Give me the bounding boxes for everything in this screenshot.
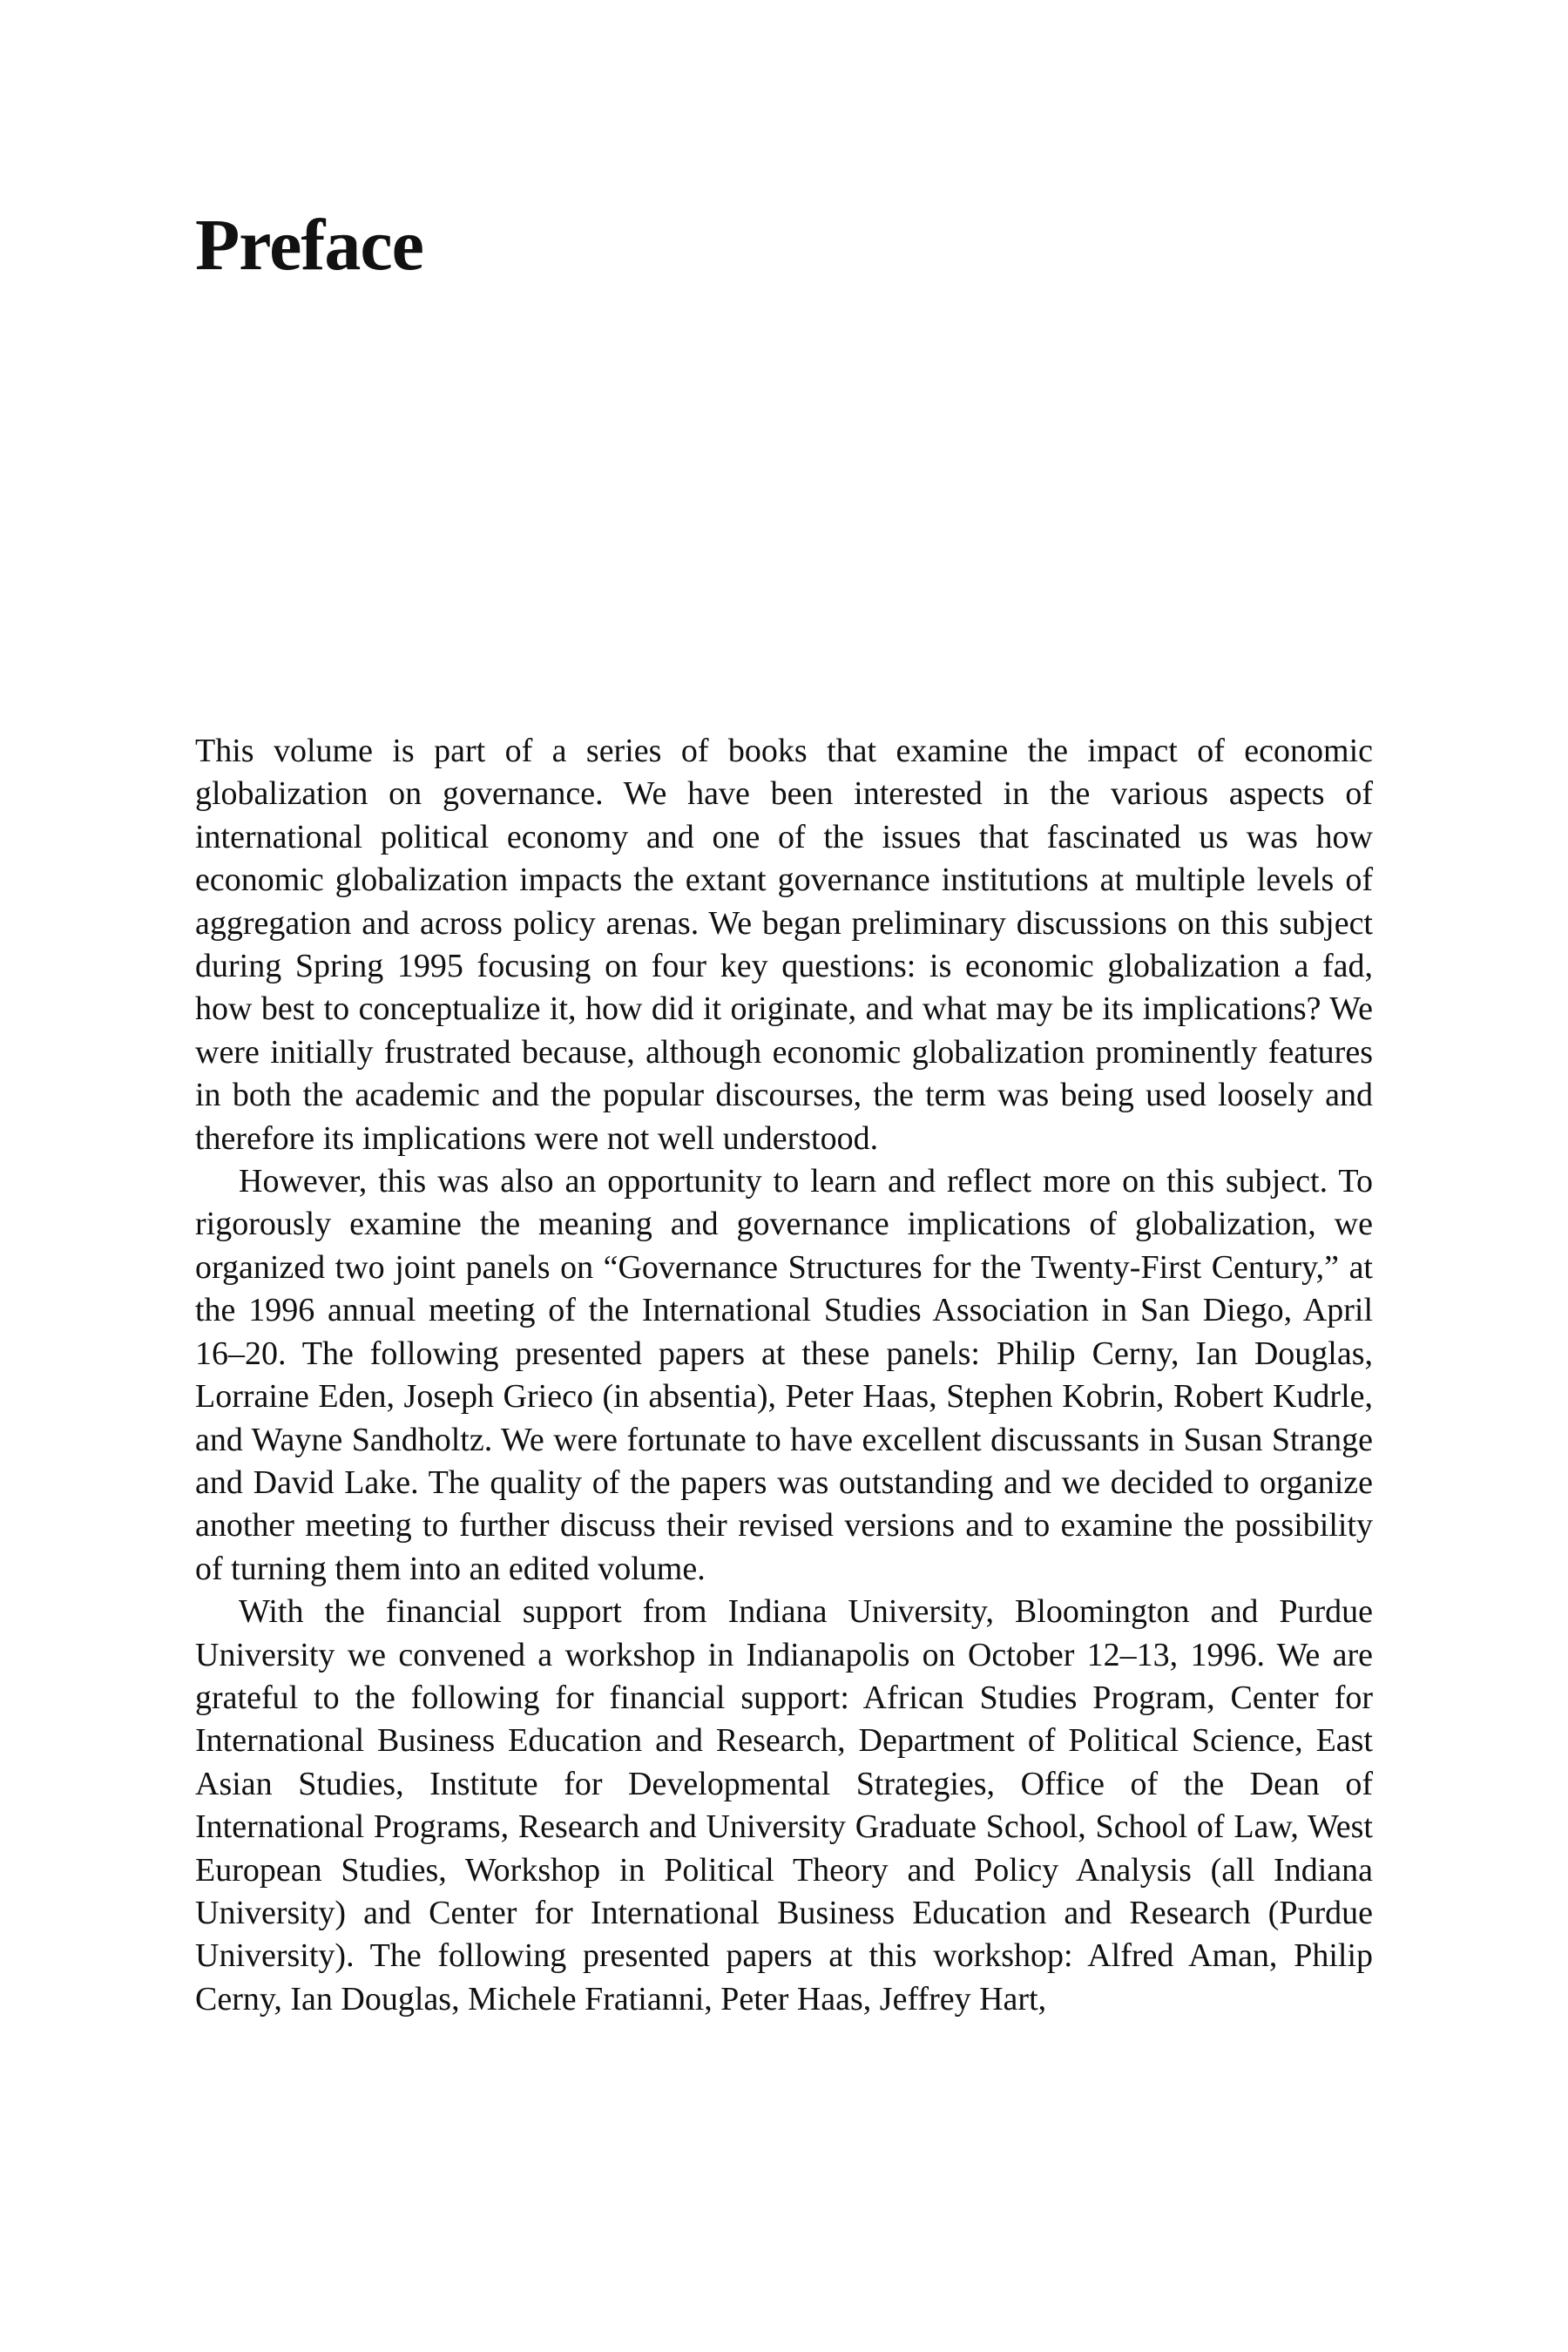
paragraph-3: With the financial support from Indiana University, Bloomington and Purdue University we convened a workshop in Indianapolis on October 12–13, 1996. We are grateful to the following for financial support: African Studies Program, Center for International Business Education and Research, Department of Political Science, East Asian Studies, Institute for Developmental Strategies, Office of the Dean of International Programs, Research and University Graduate School, School of Law, West European Studies, Workshop in Political Theory and Policy Analysis (all Indiana University) and Center for International Business Education and Research (Purdue University). The following presented papers at this workshop: Alfred Aman, Philip Cerny, Ian Douglas, Michele Fratianni, Peter Haas, Jeffrey Hart, bbox=[195, 1593, 1373, 2017]
paragraph-1: This volume is part of a series of books that examine the impact of economic globalization on governance. We have been interested in the various aspects of international political economy and one of the issues that fascinated us was how economic globalization impacts the extant governance institutions at multiple levels of aggregation and across policy arenas. We began preliminary discussions on this subject during Spring 1995 focusing on four key questions: is economic globalization a fad, how best to conceptualize it, how did it originate, and what may be its implications? We were initially frustrated because, although economic globalization prominently features in both the academic and the popular discourses, the term was being used loosely and therefore its implications were not well understood. bbox=[195, 733, 1373, 1157]
page-title: Preface bbox=[195, 205, 423, 286]
preface-body bbox=[195, 730, 1373, 2021]
paragraph-2: However, this was also an opportunity to learn and reflect more on this subject. To rigorously examine the meaning and governance implications of globalization, we organized two joint panels on “Governance Structures for the Twenty-First Century,” at the 1996 annual meeting of the International Studies Association in San Diego, April 16–20. The following presented papers at these panels: Philip Cerny, Ian Douglas, Lorraine Eden, Joseph Grieco (in absentia), Peter Haas, Stephen Kobrin, Robert Kudrle, and Wayne Sandholtz. We were fortunate to have excellent discussants in Susan Strange and David Lake. The quality of the papers was outstanding and we decided to organize another meeting to further discuss their revised versions and to examine the possibility of turning them into an edited volume. bbox=[195, 1163, 1373, 1587]
